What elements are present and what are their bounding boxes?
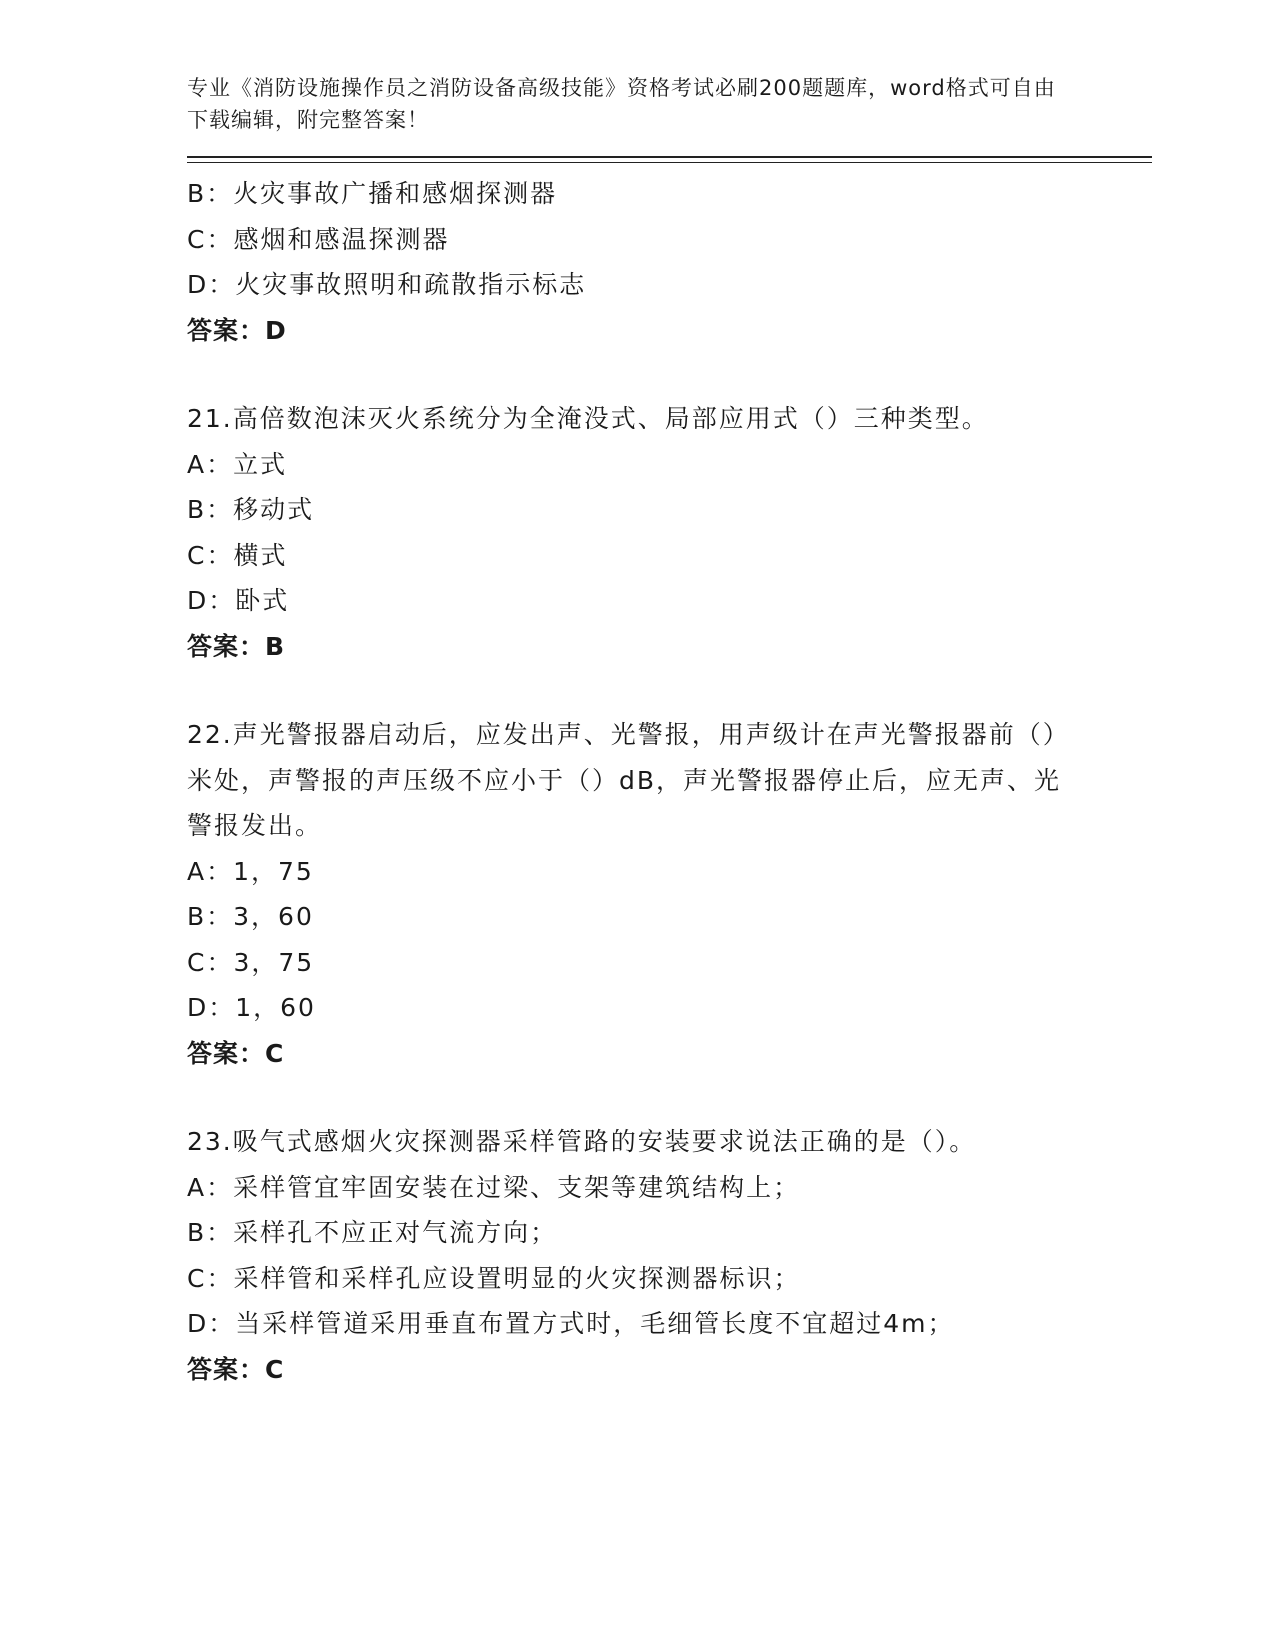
option-b: B：3，60: [187, 902, 314, 931]
document-header: 专业《消防设施操作员之消防设备高级技能》资格考试必刷200题题库，word格式可自由下载编辑，附完整答案！: [187, 76, 1056, 132]
answer-line: 答案：C: [187, 1354, 285, 1384]
spacer: [187, 1076, 1152, 1119]
option-b: B：采样孔不应正对气流方向；: [187, 1218, 558, 1247]
question-text: 22.声光警报器启动后，应发出声、光警报，用声级计在声光警报器前（）米处，声警报的声压级不应小于（）dB，声光警报器停止后，应无声、光警报发出。: [187, 720, 1062, 840]
option-b: B：火灾事故广播和感烟探测器: [187, 179, 558, 208]
option-a: A：1，75: [187, 856, 314, 886]
option-b: B：移动式: [187, 495, 315, 524]
option-a: A：立式: [187, 449, 288, 479]
document-body: [187, 171, 1152, 1392]
option-a: A：采样管宜牢固安装在过梁、支架等建筑结构上；: [187, 1172, 801, 1202]
question-block-22: [187, 712, 1152, 1076]
spacer: [187, 669, 1152, 712]
option-d: D：当采样管道采用垂直布置方式时，毛细管长度不宜超过4m；: [187, 1309, 955, 1338]
question-text: 21.高倍数泡沫灭火系统分为全淹没式、局部应用式（）三种类型。: [187, 404, 989, 433]
question-text: 23.吸气式感烟火灾探测器采样管路的安装要求说法正确的是（）。: [187, 1127, 977, 1156]
option-d: D：1，60: [187, 993, 316, 1022]
option-c: C：横式: [187, 540, 288, 570]
question-block-20-continued: [187, 171, 1152, 353]
document-page: [187, 72, 1152, 1392]
question-block-21: [187, 396, 1152, 669]
option-d: D：火灾事故照明和疏散指示标志: [187, 270, 587, 299]
option-c: C：感烟和感温探测器: [187, 224, 450, 254]
answer-line: 答案：C: [187, 1038, 285, 1068]
option-c: C：3，75: [187, 947, 315, 977]
option-d: D：卧式: [187, 586, 290, 615]
question-block-23: [187, 1119, 1152, 1392]
answer-line: 答案：B: [187, 631, 286, 661]
spacer: [187, 353, 1152, 396]
option-c: C：采样管和采样孔应设置明显的火灾探测器标识；: [187, 1263, 801, 1293]
header-divider: [187, 156, 1152, 163]
answer-line: 答案：D: [187, 315, 287, 345]
